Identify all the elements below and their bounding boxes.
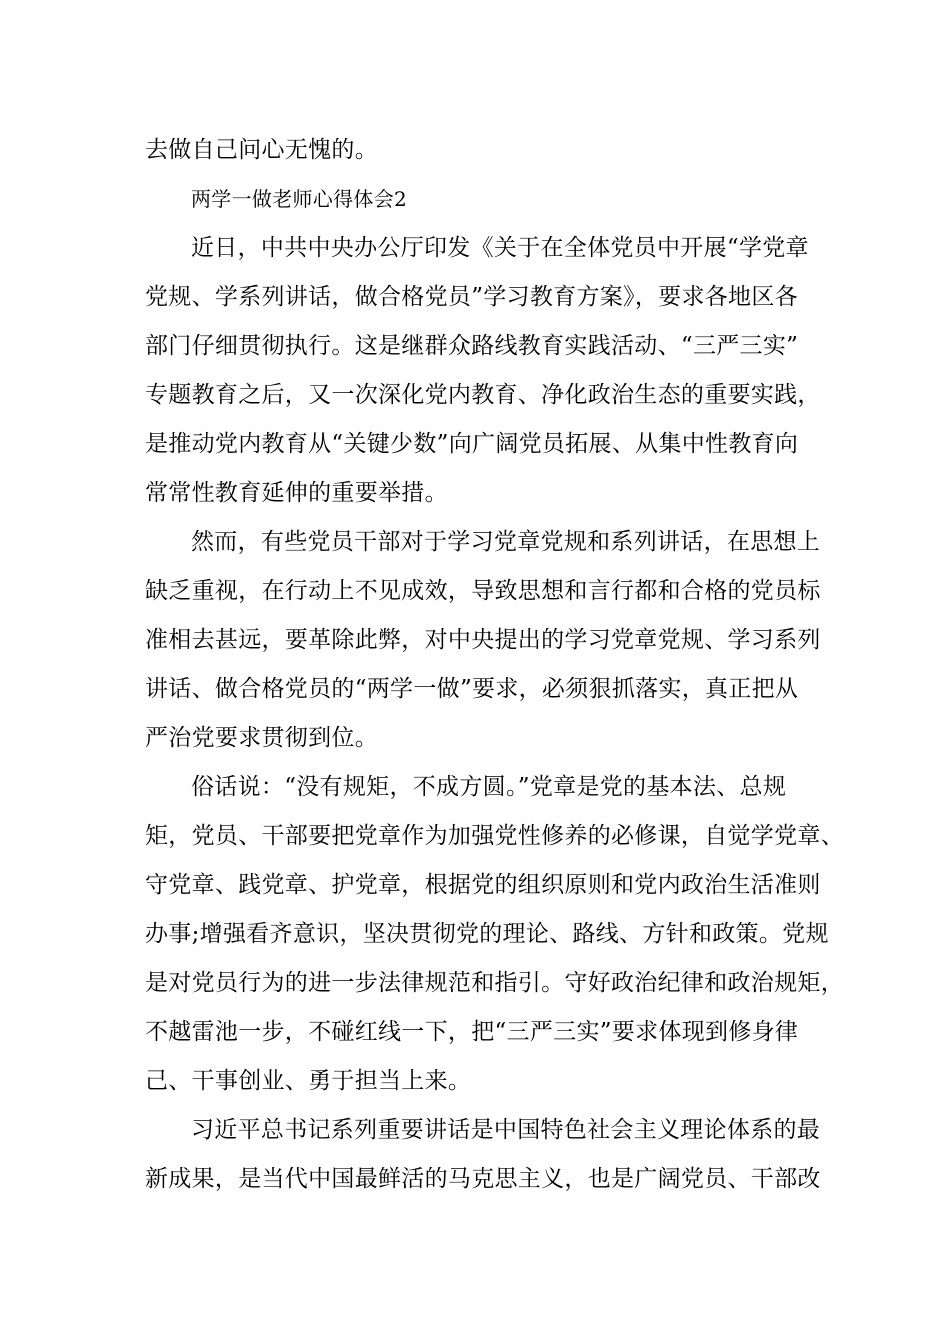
- text-line: 不越雷池一步，不碰红线一下，把“三严三实”要求体现到修身律: [145, 1019, 799, 1045]
- text-line: 矩，党员、干部要把党章作为加强党性修养的必修课，自觉学党章、: [145, 823, 844, 849]
- text-line: 新成果，是当代中国最鲜活的马克思主义，也是广阔党员、干部改: [145, 1166, 821, 1192]
- text-line: 严治党要求贯彻到位。: [145, 725, 378, 751]
- text-line: 党规、学系列讲话，做合格党员”学习教育方案》，要求各地区各: [145, 284, 798, 310]
- text-line: 近日，中共中央办公厅印发《关于在全体党员中开展“学党章: [191, 235, 809, 261]
- text-line: 去做自己问心无愧的。: [145, 137, 378, 163]
- text-line: 习近平总书记系列重要讲话是中国特色社会主义理论体系的最: [191, 1117, 821, 1143]
- text-line: 缺乏重视，在行动上不见成效，导致思想和言行都和合格的党员标: [145, 578, 821, 604]
- text-line: 专题教育之后，又一次深化党内教育、净化政治生态的重要实践，: [145, 382, 821, 408]
- text-line: 然而，有些党员干部对于学习党章党规和系列讲话，在思想上: [191, 529, 821, 555]
- text-line: 守党章、践党章、护党章，根据党的组织原则和党内政治生活准则: [145, 872, 821, 898]
- text-line: 常常性教育延伸的重要举措。: [145, 480, 448, 506]
- text-line: 己、干事创业、勇于担当上来。: [145, 1068, 472, 1094]
- text-line: 准相去甚远，要革除此弊，对中央提出的学习党章党规、学习系列: [145, 627, 821, 653]
- document-body: [145, 126, 844, 1204]
- text-line: 俗话说：“没有规矩，不成方圆。”党章是党的基本法、总规: [191, 774, 787, 800]
- text-line: 部门仔细贯彻执行。这是继群众路线教育实践活动、“三严三实”: [145, 333, 799, 359]
- text-line: 讲话、做合格党员的“两学一做”要求，必须狠抓落实，真正把从: [145, 676, 799, 702]
- text-line: 办事;增强看齐意识，坚决贯彻党的理论、路线、方针和政策。党规: [145, 921, 829, 947]
- text-line: 是对党员行为的进一步法律规范和指引。守好政治纪律和政治规矩，: [145, 970, 844, 996]
- section-heading: 两学一做老师心得体会2: [191, 187, 408, 211]
- text-line: 是推动党内教育从“关键少数”向广阔党员拓展、从集中性教育向: [145, 431, 799, 457]
